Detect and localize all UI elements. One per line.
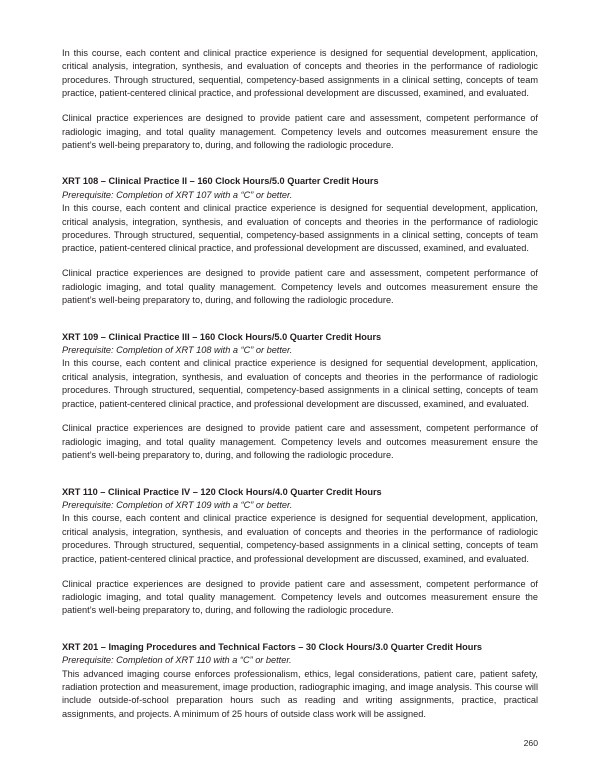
block-spacer — [62, 319, 538, 331]
clinical-practice-paragraph: Clinical practice experiences are designed to provide patient care and assessment, competent performance of radiologic imaging, and total quality management. Competency levels and outcomes measurement ensure the patient’s well-being preparatory to, during, and following the radiologic procedure. — [62, 113, 538, 150]
course-block-xrt-108 — [62, 175, 538, 307]
course-description-paragraph: In this course, each content and clinical practice experience is designed for sequential development, application, critical analysis, integration, synthesis, and evaluation of concepts and theories in the performance of radiologic procedures. Through structured, sequential, competency-based assignments in a clinical setting, concepts of team practice, patient-centered clinical practice, and professional development are discussed, examined, and evaluated. — [62, 203, 538, 254]
course-prerequisite-xrt-110: Prerequisite: Completion of XRT 109 with a “C” or better. — [62, 500, 293, 511]
course-heading-xrt-109: XRT 109 – Clinical Practice III – 160 Clock Hours/5.0 Quarter Credit Hours — [62, 331, 382, 342]
block-spacer — [62, 629, 538, 641]
course-block-xrt-109 — [62, 331, 538, 463]
course-description-paragraph: In this course, each content and clinical practice experience is designed for sequential development, application, critical analysis, integration, synthesis, and evaluation of concepts and theories in the performance of radiologic procedures. Through structured, sequential, competency-based assignments in a clinical setting, concepts of team practice, patient-centered clinical practice, and professional development are discussed, examined, and evaluated. — [62, 48, 538, 99]
block-spacer — [62, 474, 538, 486]
course-heading-xrt-108: XRT 108 – Clinical Practice II – 160 Clock Hours/5.0 Quarter Credit Hours — [62, 176, 379, 187]
course-heading-xrt-201: XRT 201 – Imaging Procedures and Technical Factors – 30 Clock Hours/3.0 Quarter Credit Hours — [62, 641, 483, 652]
course-description-paragraph: This advanced imaging course enforces professionalism, ethics, legal considerations, patient care, patient safety, radiation protection and measurement, image production, radiographic imaging, and image analysis. This course will include outside-of-school preparation hours such as reading and writing assignments, practice, practical assignments, and projects. A minimum of 25 hours of outside class work will be assigned. — [62, 668, 538, 719]
course-block-xrt-201 — [62, 641, 538, 721]
page-number: 260 — [523, 738, 538, 748]
course-prerequisite-xrt-108: Prerequisite: Completion of XRT 107 with a “C” or better. — [62, 189, 293, 200]
course-prerequisite-xrt-109: Prerequisite: Completion of XRT 108 with a “C” or better. — [62, 344, 293, 355]
course-description-paragraph: In this course, each content and clinical practice experience is designed for sequential development, application, critical analysis, integration, synthesis, and evaluation of concepts and theories in the performance of radiologic procedures. Through structured, sequential, competency-based assignments in a clinical setting, concepts of team practice, patient-centered clinical practice, and professional development are discussed, examined, and evaluated. — [62, 513, 538, 564]
clinical-practice-paragraph: Clinical practice experiences are designed to provide patient care and assessment, competent performance of radiologic imaging, and total quality management. Competency levels and outcomes measurement ensure the patient’s well-being preparatory to, during, and following the radiologic procedure. — [62, 268, 538, 306]
course-block-continued — [62, 47, 538, 152]
clinical-practice-paragraph: Clinical practice experiences are designed to provide patient care and assessment, competent performance of radiologic imaging, and total quality management. Competency levels and outcomes measurement ensure the patient’s well-being preparatory to, during, and following the radiologic procedure. — [62, 423, 538, 461]
course-description-paragraph: In this course, each content and clinical practice experience is designed for sequential development, application, critical analysis, integration, synthesis, and evaluation of concepts and theories in the performance of radiologic procedures. Through structured, sequential, competency-based assignments in a clinical setting, concepts of team practice, patient-centered clinical practice, and professional development are discussed, examined, and evaluated. — [62, 358, 538, 409]
course-block-xrt-110 — [62, 486, 538, 618]
page-content — [62, 47, 538, 721]
clinical-practice-paragraph: Clinical practice experiences are designed to provide patient care and assessment, competent performance of radiologic imaging, and total quality management. Competency levels and outcomes measurement ensure the patient’s well-being preparatory to, during, and following the radiologic procedure. — [62, 578, 538, 616]
block-spacer — [62, 164, 538, 176]
course-heading-xrt-110: XRT 110 – Clinical Practice IV – 120 Clock Hours/4.0 Quarter Credit Hours — [62, 486, 382, 497]
course-prerequisite-xrt-201: Prerequisite: Completion of XRT 110 with a “C” or better. — [62, 655, 292, 666]
